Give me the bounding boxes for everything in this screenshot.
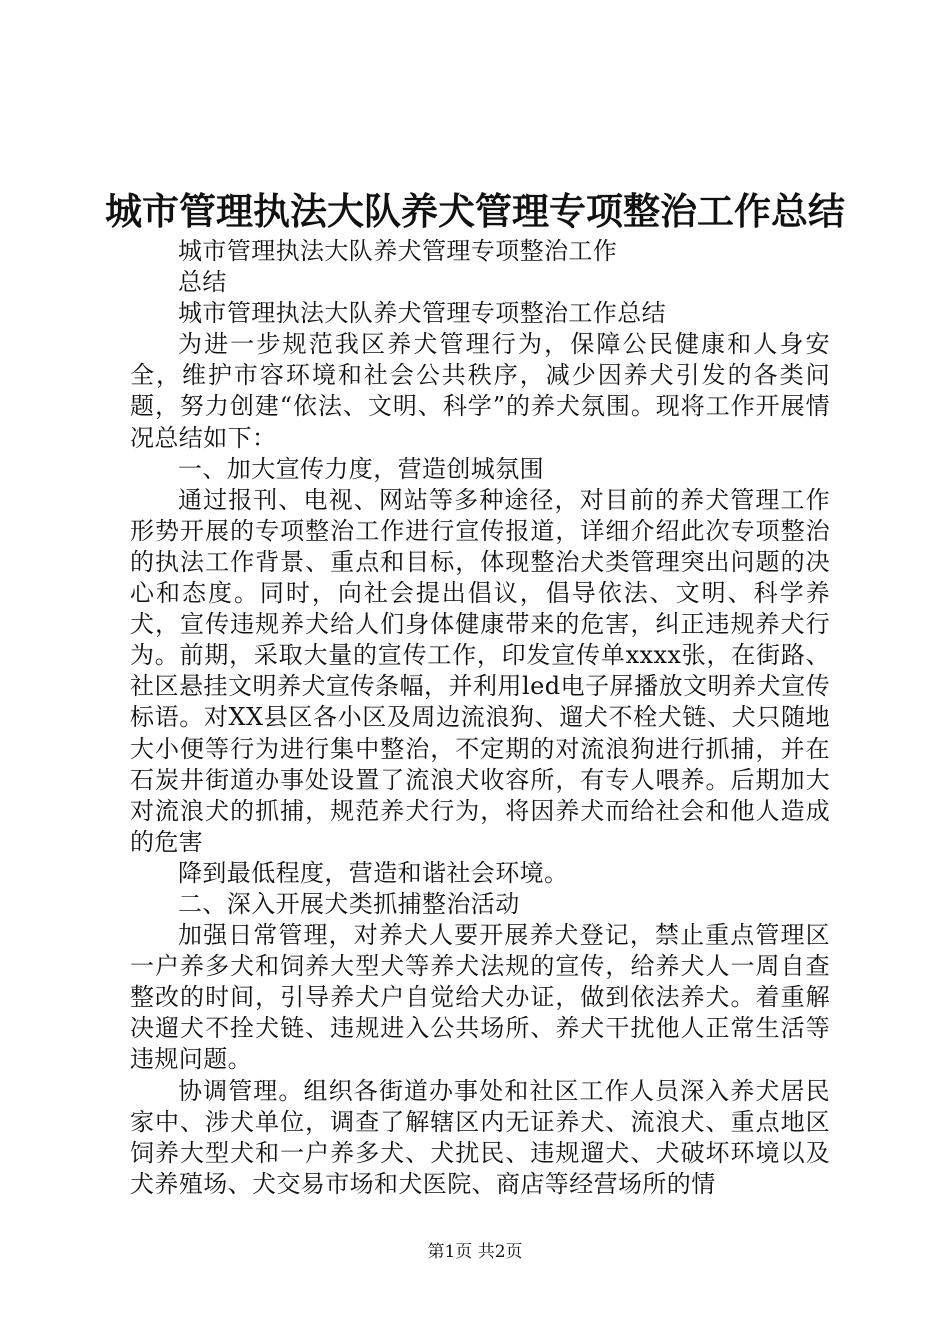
paragraph: 协调管理。组织各街道办事处和社区工作人员深入养犬居民家中、涉犬单位，调查了解辖区内无证养犬、流浪犬、重点地区饲养大型犬和一户养多犬、犬扰民、违规遛犬、犬破坏环境以及犬养殖场、犬交易市场和犬医院、商店等经营场所的情 <box>130 1076 830 1198</box>
paragraph: 为进一步规范我区养犬管理行为，保障公民健康和人身安全，维护市容环境和社会公共秩序，减少因养犬引发的各类问题，努力创建“依法、文明、科学”的养犬氛围。现将工作开展情况总结如下： <box>130 330 830 452</box>
paragraph: 城市管理执法大队养犬管理专项整治工作总结 <box>178 299 666 328</box>
paragraph: 通过报刊、电视、网站等多种途径，对目前的养犬管理工作形势开展的专项整治工作进行宣传报道，详细介绍此次专项整治的执法工作背景、重点和目标，体现整治犬类管理突出问题的决心和态度。同时，向社会提出倡议，倡导依法、文明、科学养犬，宣传违规养犬给人们身体健康带来的危害，纠正违规养犬行为。前期，采取大量的宣传工作，印发宣传单xxxx张，在街路、社区悬挂文明养犬宣传条幅，并利用led电子屏播放文明养犬宣传标语。对XX县区各小区及周边流浪狗、遛犬不栓犬链、犬只随地大小便等行为进行集中整治，不定期的对流浪狗进行抓捕，并在石炭井街道办事处设置了流浪犬收容所，有专人喂养。后期加大对流浪犬的抓捕，规范养犬行为，将因养犬而给社会和他人造成的危害 <box>130 485 830 856</box>
paragraph: 城市管理执法大队养犬管理专项整治工作 <box>178 237 618 265</box>
section-heading: 一、加大宣传力度，营造创城氛围 <box>178 454 544 483</box>
page-number-footer: 第1页 共2页 <box>427 1242 523 1262</box>
paragraph: 降到最低程度，营造和谐社会环境。 <box>178 858 569 887</box>
document-title: 城市管理执法大队养犬管理专项整治工作总结 <box>105 189 845 233</box>
paragraph: 加强日常管理，对养犬人要开展养犬登记，禁止重点管理区一户养多犬和饲养大型犬等养犬法规的宣传，给养犬人一周自查整改的时间，引导养犬户自觉给犬办证，做到依法养犬。着重解决遛犬不拴犬链、违规进入公共场所、养犬干扰他人正常生活等违规问题。 <box>130 921 830 1074</box>
section-heading: 二、深入开展犬类抓捕整治活动 <box>178 889 520 918</box>
document-body <box>130 236 830 1200</box>
paragraph: 总结 <box>178 268 227 297</box>
